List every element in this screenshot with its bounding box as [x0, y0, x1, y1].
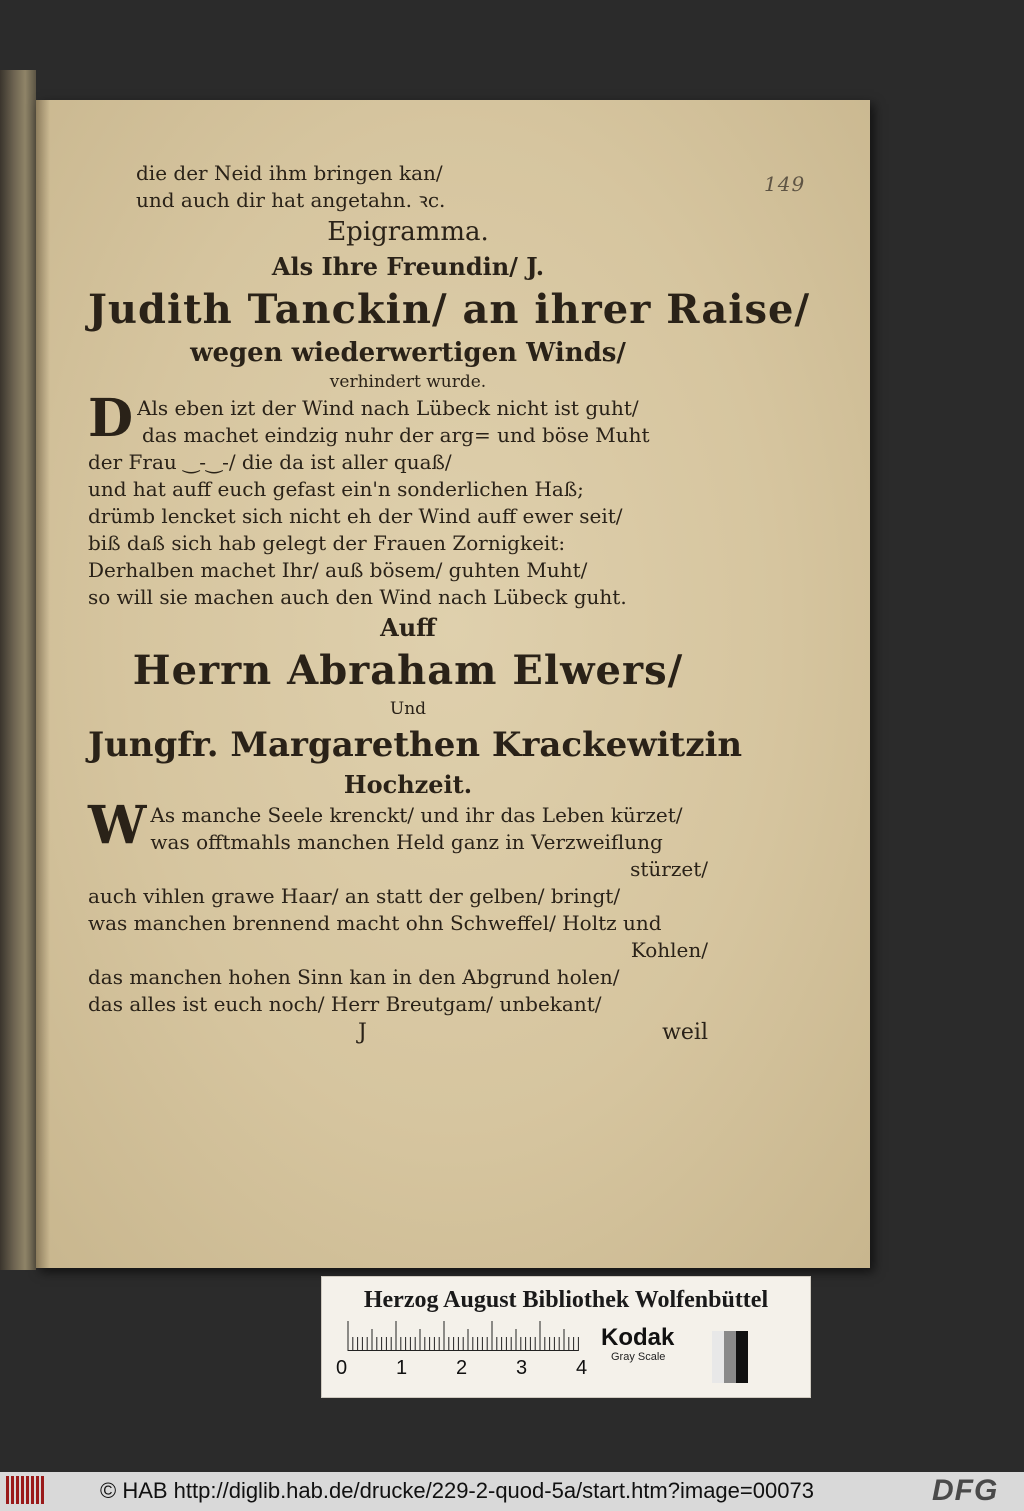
drop-cap: W — [88, 795, 147, 856]
text-line-content: Herrn Abraham Elwers/ — [132, 647, 684, 694]
text-line — [88, 449, 728, 476]
scale-numbers — [336, 1357, 596, 1381]
text-line-content: Kohlen/ — [630, 938, 708, 962]
library-color-card — [321, 1276, 811, 1398]
text-line — [88, 856, 728, 883]
dfg-logo: DFG — [932, 1474, 999, 1507]
text-line-content: Jungfr. Margarethen Krackewitzin — [88, 725, 743, 765]
text-line-content: die der Neid ihm bringen kan/ — [136, 161, 443, 185]
text-line-content: Derhalben machet Ihr/ auß bösem/ guhten Muht/ — [88, 558, 588, 582]
text-line — [88, 937, 728, 964]
text-line — [88, 645, 728, 697]
text-line-content: was offtmahls manchen Held ganz in Verzweiflung — [150, 830, 663, 854]
text-line — [88, 503, 728, 530]
source-link[interactable]: © HAB http://diglib.hab.de/drucke/229-2-quod-5a/start.htm?image=00073 — [100, 1478, 814, 1503]
text-line-content: der Frau ‿-‿-/ die da ist aller quaß/ — [88, 450, 452, 474]
text-line — [88, 584, 728, 611]
text-line-content: drümb lencket sich nicht eh der Wind auff ewer seit/ — [88, 504, 623, 528]
text-line-content: das alles ist euch noch/ Herr Breutgam/ unbekant/ — [88, 992, 602, 1016]
text-line-content: auch vihlen grawe Haar/ an statt der gelben/ bringt/ — [88, 884, 621, 908]
text-line-content: so will sie machen auch den Wind nach Lübeck guht. — [88, 585, 627, 609]
scale-number: 1 — [396, 1357, 408, 1379]
text-line — [88, 284, 811, 336]
scale-number: 4 — [576, 1357, 588, 1379]
text-line — [88, 187, 728, 214]
folio-number: 149 — [764, 172, 806, 196]
catchword: weil — [662, 1020, 708, 1045]
text-line — [88, 557, 728, 584]
signature-row — [88, 1018, 728, 1048]
text-line — [88, 991, 728, 1018]
signature-mark: J — [358, 1020, 367, 1045]
text-line-content: und hat auff euch gefast ein'n sonderlichen Haß; — [88, 477, 584, 501]
text-line-content: Hochzeit. — [343, 770, 473, 799]
scale-ruler — [344, 1321, 584, 1351]
text-line-content: Auff — [380, 613, 436, 642]
scale-number: 2 — [456, 1357, 468, 1379]
kodak-subtitle: Gray Scale — [611, 1351, 666, 1363]
text-line-content: Als eben izt der Wind nach Lübeck nicht ist guht/ — [137, 396, 639, 420]
text-line — [88, 829, 728, 856]
text-line — [88, 336, 728, 370]
barcode-icon — [6, 1476, 44, 1504]
text-line-content: was manchen brennend macht ohn Schweffel/ Holtz und — [88, 911, 662, 935]
scanned-page — [36, 100, 870, 1268]
text-line-content: As manche Seele krenckt/ und ihr das Leben kürzet/ — [150, 803, 683, 827]
text-line-content: das machet eindzig nuhr der arg= und böse Muht — [142, 423, 650, 447]
text-line — [88, 611, 728, 645]
scale-number: 0 — [336, 1357, 348, 1379]
text-line — [88, 370, 728, 395]
text-line-content: und auch dir hat angetahn. ꝛc. — [136, 188, 446, 212]
text-line-content: stürzet/ — [630, 857, 708, 881]
drop-cap: D — [88, 388, 134, 449]
text-line-content: verhindert wurde. — [329, 372, 487, 392]
text-line — [88, 214, 728, 250]
text-line — [88, 768, 728, 802]
grayscale-patch — [712, 1331, 748, 1383]
text-line — [88, 883, 728, 910]
text-line-content: Epigramma. — [327, 217, 489, 247]
library-name: Herzog August Bibliothek Wolfenbüttel — [363, 1287, 769, 1313]
text-line — [88, 476, 728, 503]
text-line — [88, 422, 728, 449]
text-line — [88, 697, 728, 722]
text-line-content: wegen wiederwertigen Winds/ — [190, 338, 626, 368]
text-line-content: Und — [389, 699, 427, 719]
text-line-content: Als Ihre Freundin/ J. — [271, 252, 545, 281]
footer-bar — [0, 1472, 1024, 1511]
text-line — [88, 722, 743, 768]
text-line — [88, 910, 728, 937]
text-line-content: das manchen hohen Sinn kan in den Abgrund holen/ — [88, 965, 620, 989]
text-line-content: biß daß sich hab gelegt der Frauen Zornigkeit: — [88, 531, 566, 555]
kodak-label — [601, 1325, 674, 1363]
text-line — [88, 250, 728, 284]
text-line — [88, 160, 728, 187]
text-line — [88, 964, 728, 991]
kodak-brand: Kodak — [601, 1324, 675, 1351]
scale-number: 3 — [516, 1357, 528, 1379]
previous-page-edge — [0, 70, 36, 1270]
text-line — [88, 530, 728, 557]
text-line-content: Judith Tanckin/ an ihrer Raise/ — [88, 286, 811, 333]
